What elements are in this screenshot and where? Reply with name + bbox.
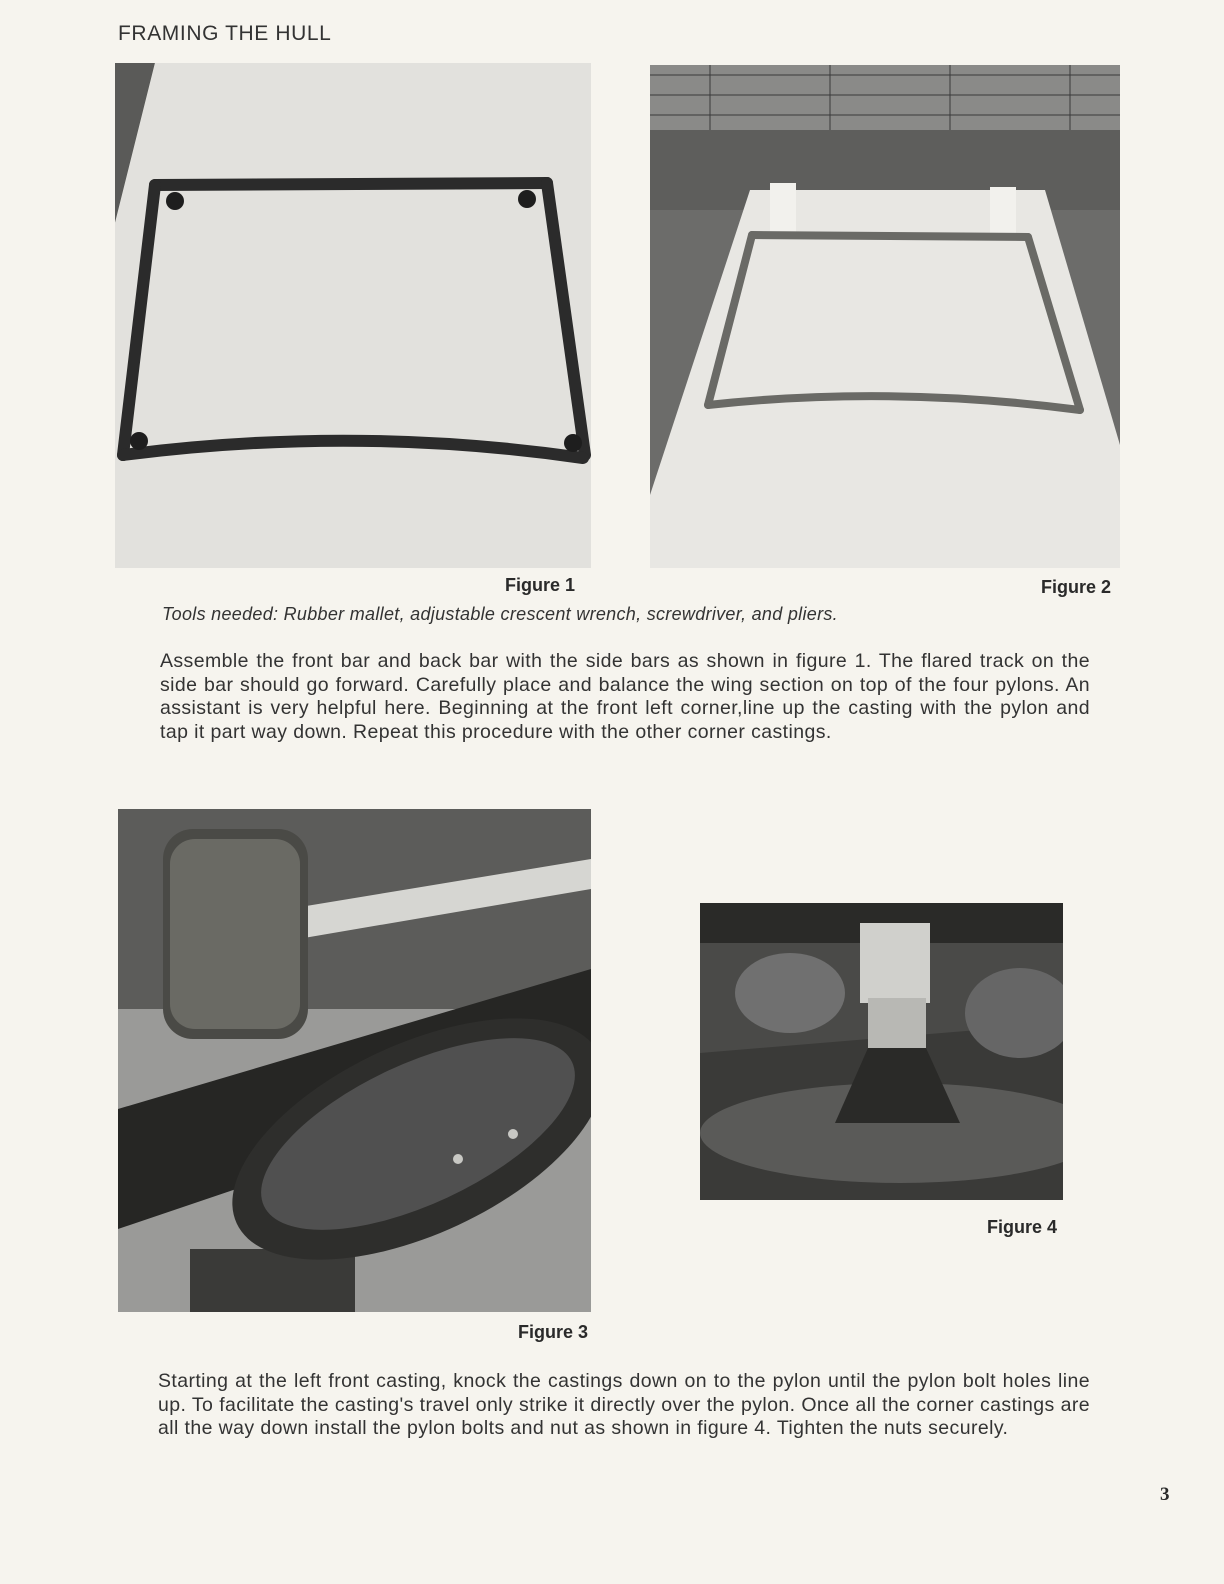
- castings-paragraph: Starting at the left front casting, knock the castings down on to the pylon until the pylon bolt holes line up. To facilitate the casting's travel only strike it directly over the pylon. Once all the corner castings are all the way down install the pylon bolts and nut as shown in figure 4. Tighten the nuts securely.: [158, 1370, 1090, 1439]
- assembly-paragraph: Assemble the front bar and back bar with the side bars as shown in figure 1. The flared track on the side bar should go forward. Carefully place and balance the wing section on top of the four pylons. An assistant is very helpful here. Beginning at the front left corner,line up the casting with the pylon and tap it part way down. Repeat this procedure with the other corner castings.: [160, 650, 1090, 743]
- tools-needed-note: Tools needed: Rubber mallet, adjustable crescent wrench, screwdriver, and pliers.: [162, 604, 838, 624]
- figure-4-caption: Figure 4: [987, 1217, 1058, 1237]
- figure-1-caption: Figure 1: [505, 575, 576, 595]
- figure-2-photo: [650, 65, 1120, 568]
- figure-2-caption: Figure 2: [1041, 577, 1112, 597]
- figure-4-photo: [700, 903, 1063, 1200]
- figure-3-caption: Figure 3: [518, 1322, 589, 1342]
- figure-1-photo: [115, 63, 591, 568]
- page-header: FRAMING THE HULL: [118, 22, 332, 45]
- page-number: 3: [1160, 1484, 1170, 1505]
- figure-3-photo: [118, 809, 591, 1312]
